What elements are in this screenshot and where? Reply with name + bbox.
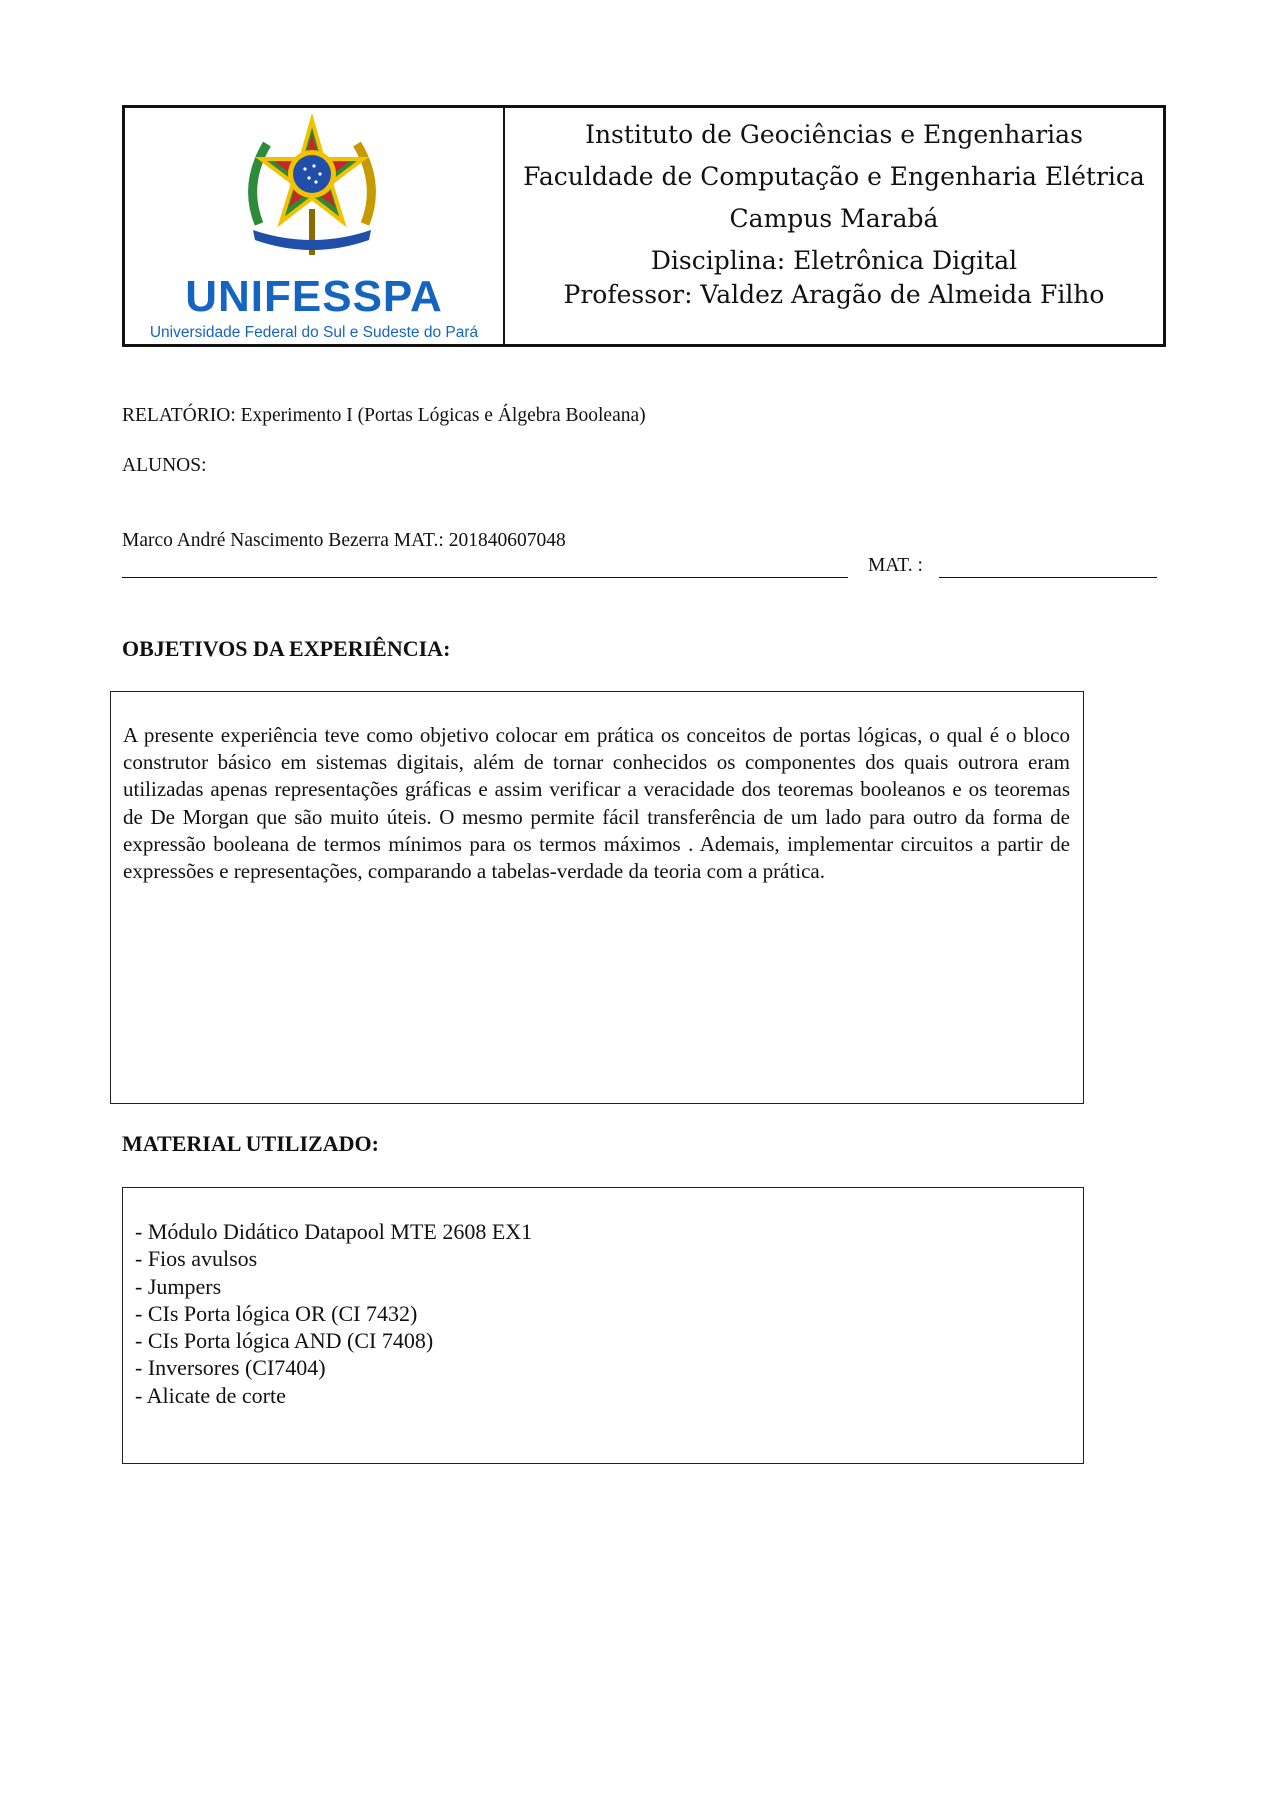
- objectives-text: A presente experiência teve como objetivo colocar em prática os conceitos de portas lógicas, o qual é o bloco construtor básico em sistemas digitais, além de tornar conhecidos os componentes dos quais outrora eram utilizadas apenas representações gráficas e assim verificar a veracidade dos teoremas booleanos e os teoremas de De Morgan que são muito úteis. O mesmo permite fácil transferência de um lado para outro da forma de expressão booleana de termos mínimos para os termos máximos . Ademais, implementar circuitos a partir de expressões e representações, comparando a tabelas-verdade da teoria com a prática.: [123, 723, 1070, 884]
- list-item: - Fios avulsos: [135, 1246, 258, 1272]
- list-item: - Módulo Didático Datapool MTE 2608 EX1: [135, 1219, 533, 1244]
- materials-box: [122, 1187, 1084, 1464]
- materials-list: [135, 1218, 532, 1409]
- brazil-coat-of-arms-icon: [239, 114, 385, 260]
- student-entry: Marco André Nascimento Bezerra MAT.: 201840607048: [122, 530, 566, 551]
- list-item: - Inversores (CI7404): [135, 1355, 326, 1381]
- objectives-box: [110, 691, 1084, 1104]
- course-line: Disciplina: Eletrônica Digital: [650, 246, 1018, 275]
- institution-info-cell: [505, 108, 1163, 344]
- mat-label: MAT. :: [868, 555, 923, 576]
- logo-subtitle: Universidade Federal do Sul e Sudeste do Pará: [149, 324, 479, 341]
- objectives-heading: OBJETIVOS DA EXPERIÊNCIA:: [122, 636, 451, 661]
- list-item: - Alicate de corte: [135, 1382, 286, 1408]
- list-item: - CIs Porta lógica AND (CI 7408): [135, 1328, 434, 1354]
- faculty-line: Faculdade de Computação e Engenharia Elétrica: [523, 162, 1145, 191]
- materials-heading: MATERIAL UTILIZADO:: [122, 1131, 379, 1156]
- student-name-blank: [122, 577, 848, 578]
- report-title: RELATÓRIO: Experimento I (Portas Lógicas e Álgebra Booleana): [122, 405, 646, 426]
- logo-wordmark: UNIFESSPA: [185, 272, 443, 321]
- header-table: [122, 105, 1166, 347]
- students-label: ALUNOS:: [122, 455, 207, 476]
- logo-cell: [125, 108, 505, 344]
- list-item: - CIs Porta lógica OR (CI 7432): [135, 1300, 418, 1326]
- list-item: - Jumpers: [135, 1273, 222, 1299]
- mat-blank: [939, 577, 1157, 578]
- professor-line: Professor: Valdez Aragão de Almeida Filho: [563, 280, 1105, 309]
- campus-line: Campus Marabá: [729, 204, 939, 233]
- institute-line: Instituto de Geociências e Engenharias: [585, 120, 1083, 149]
